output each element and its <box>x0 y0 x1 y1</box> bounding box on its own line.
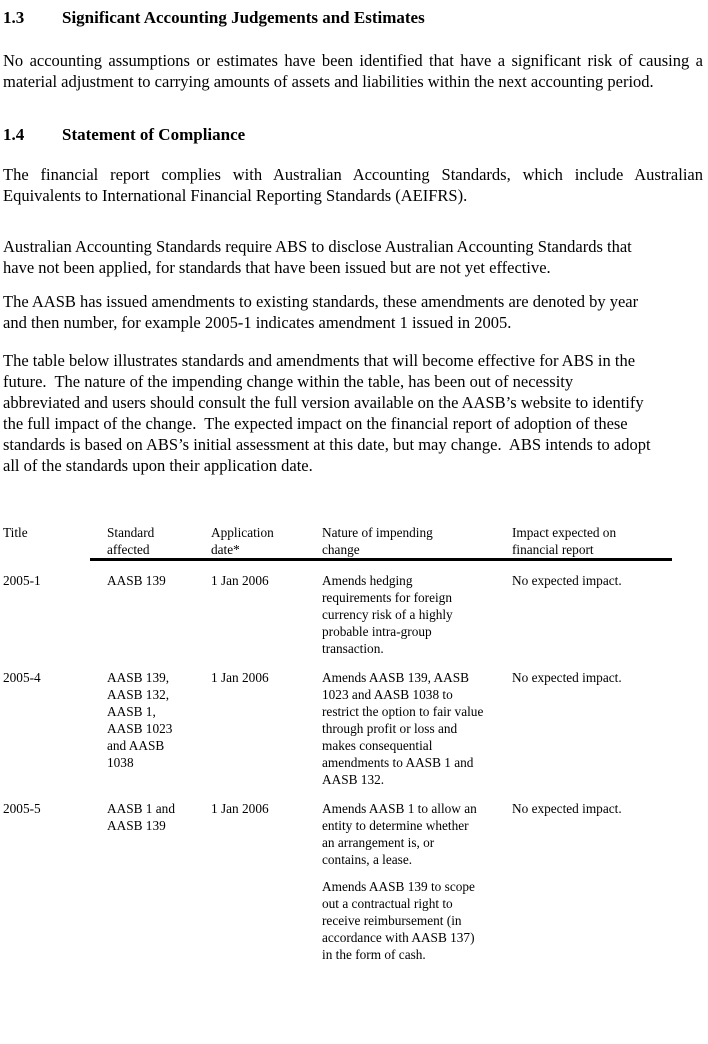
section-heading-1-3 <box>3 7 703 28</box>
document-page <box>3 7 708 963</box>
paragraph-table-intro: The table below illustrates standards and amendments that will become effective for ABS in the future. The nature of the impending change within the table, has been out of necessity abbreviated and users should consult the full version available on the AASB’s website to identify the full impact of the change. The expected impact on the financial report of adoption of these standards is based on ABS’s initial assessment at this date, but may change. ABS intends to adopt all of the standards upon their application date. <box>3 351 655 475</box>
header-title: Title <box>3 525 28 540</box>
section-heading-1-4 <box>3 124 703 145</box>
table-row-2005-4 <box>3 669 703 788</box>
cell-nature <box>322 669 512 788</box>
header-nature-of-change: Nature of impending change <box>322 525 433 557</box>
paragraph-judgements: No accounting assumptions or estimates have been identified that have a significant risk of causing a material adjustment to carrying amounts of assets and liabilities within the next accounting period. <box>3 51 708 91</box>
table-row-2005-5 <box>3 800 703 963</box>
cell-title: 2005-1 <box>3 573 41 588</box>
cell-standard: AASB 1 and AASB 139 <box>107 801 175 833</box>
table-header-rule <box>90 558 672 561</box>
nature-paragraph-1: Amends AASB 1 to allow an entity to determine whether an arrangement is, or contains, a lease. <box>322 801 477 867</box>
cell-standard: AASB 139, AASB 132, AASB 1, AASB 1023 and AASB 1038 <box>107 670 173 770</box>
section-number-1-4: 1.4 <box>3 125 25 144</box>
nature-paragraph-2: Amends AASB 139 to scope out a contractual right to receive reimbursement (in accordance with AASB 137) in the form of cash. <box>322 879 475 962</box>
paragraph-compliance: The financial report complies with Australian Accounting Standards, which include Australian Equivalents to International Financial Reporting Standards (AEIFRS). <box>3 165 708 205</box>
section-number-1-3: 1.3 <box>3 8 25 27</box>
header-application-date: Application date* <box>211 525 274 557</box>
cell-nature <box>322 572 512 657</box>
paragraph-disclosure: Australian Accounting Standards require ABS to disclose Australian Accounting Standards that have not been applied, for standards that have been issued but are not yet effective. <box>3 237 636 277</box>
cell-impact: No expected impact. <box>512 670 622 685</box>
paragraph-amendments: The AASB has issued amendments to existing standards, these amendments are denoted by year and then number, for example 2005-1 indicates amendment 1 issued in 2005. <box>3 292 643 332</box>
cell-date: 1 Jan 2006 <box>211 670 269 685</box>
cell-date: 1 Jan 2006 <box>211 801 269 816</box>
table-header-row <box>3 524 703 558</box>
header-standard-affected: Standard affected <box>107 525 155 557</box>
cell-title: 2005-4 <box>3 670 41 685</box>
header-impact: Impact expected on financial report <box>512 525 617 557</box>
cell-standard: AASB 139 <box>107 573 166 588</box>
nature-paragraph-1: Amends hedging requirements for foreign currency risk of a highly probable intra-group transaction. <box>322 573 453 656</box>
cell-nature <box>322 800 512 963</box>
cell-impact: No expected impact. <box>512 801 622 816</box>
standards-table <box>3 524 703 963</box>
section-title-1-4: Statement of Compliance <box>62 125 246 144</box>
section-title-1-3: Significant Accounting Judgements and Estimates <box>62 8 425 27</box>
table-row-2005-1 <box>3 572 703 657</box>
nature-paragraph-1: Amends AASB 139, AASB 1023 and AASB 1038 to restrict the option to fair value through profit or loss and makes consequential amendments to AASB 1 and AASB 132. <box>322 670 484 787</box>
cell-impact: No expected impact. <box>512 573 622 588</box>
cell-title: 2005-5 <box>3 801 41 816</box>
cell-date: 1 Jan 2006 <box>211 573 269 588</box>
